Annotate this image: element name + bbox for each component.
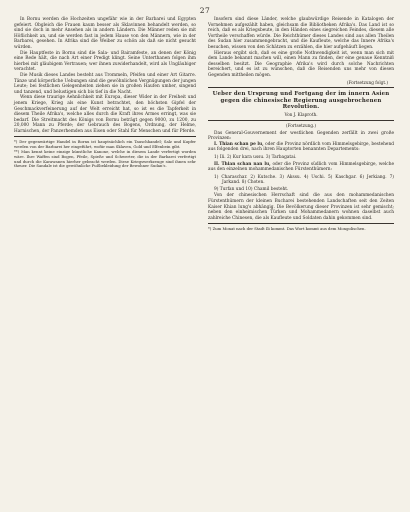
body-paragraph: Die Musik dieses Landes besteht aus Trommeln, Pfeifen und einer Art Gitarre. Tänze und körperliche Uebungen sind die gewöhnlichen Vergnügungen der jungen Leute; bei festlichen Gelegenheiten ziehen sie in großen Haufen umher, singend und tanzend, und belustigen sich bis tief in die Nacht. xyxy=(14,72,196,95)
body-paragraph: In Bornu werden die Hochzeiten ungefähr wie in der Barbarei und Egypten gefeiert. Obgleich die Frauen kaum besser als Sklavinnen behandelt werden, so sind sie doch in mehr Ansehen als in andern Ländern. Die Männer reden sie mit Höflichkeit an, und sie werden fast in jedem Hause von den Männern, wie in der Barbarei, gesehen. In Afrika sind die Weiber zu schön als daß sie nicht gesucht würden. xyxy=(14,17,196,50)
article-divider xyxy=(208,87,394,88)
article-title: Ueber den Ursprung und Fortgang der im innern Asien gegen die chinesische Regierung ausgebrochenen Revolution. xyxy=(212,91,390,110)
right-column xyxy=(208,17,394,232)
article-byline: Von J. Klaproth. xyxy=(284,112,318,118)
footnote: *) Zum Monat nach der Stadt Ili kommt. Das Wort kommt aus dem Mongolischen. xyxy=(208,226,366,232)
article-divider xyxy=(208,120,394,121)
article-continuation: (Fortsetzung.) xyxy=(285,122,317,128)
body-paragraph: Insofern sind diese Länder, welche glaubwürdige Reisende in Katalogen der Vornehmen aufgezählt haben, gleichsam die Bibliotheken Afrika's. Das Land ist so reich, daß es als Kriegsbeute, in den Händen eines siegreichen Feindes, diesem alle Vortheile verschaffen würde. Die Reichthümer dieses Landes sind aus allen Theilen des Sudan hier zusammengebracht, und die Kaufleute, welche das Innere Afrika's besuchen, wissen von den Schätzen zu erzählen, die hier aufgehäuft liegen. xyxy=(208,17,394,50)
department-list xyxy=(208,155,394,161)
body-paragraph: Wenn diese traurige Aehnlichkeit mit Europa, dieser Wider in der Freiheit und jenem Kriege, Krieg als eine Kunst betrachtet, den höchsten Gipfel der Geschmackverfeinerung auf der Welt erreicht hat, so ist es die Tapferkeit in diesem Theile Afrika's, welche alles durch die Kraft ihres Armes erringt, was sie bedarf. Die Streitmacht des Königs von Bornu beträgt gegen 9000, zu 1200, zu 20,000 Mann zu Pferde; der Gebrauch des Bogens, Ordnung, der Helme, Harnischen, der Panzerhemden aus Eisen oder Stahl für Menschen und für Pferde. xyxy=(14,95,196,134)
page-number: 27 xyxy=(199,6,211,15)
intro-paragraph: Das General-Gouvernement der westlichen Gegenden zerfällt in zwei große Provinzen: xyxy=(208,130,394,142)
section-heading: II. Thian schan nan lu, xyxy=(214,161,271,167)
list-item: 9) Turfan und 10) Chamil besteht. xyxy=(214,186,289,192)
left-column xyxy=(14,17,196,169)
continued-note: (Fortsetzung folgt.) xyxy=(346,79,388,85)
list-item: 1) Ili. 2) Kur kara ussu. 3) Tarbagatai. xyxy=(214,154,297,160)
section-text: oder die Provinz südlich vom Himmelsgebirge, welche aus den einzelnen mohammedanischen Fürstenthümern: xyxy=(208,161,395,173)
province-section xyxy=(208,142,394,161)
province-section xyxy=(208,162,394,193)
list-item: 1) Charaschar. 2) Kutsche. 3) Akssu. 4) Uschi. 5) Kaschgar. 6) Jerkiang. 7) Jarkand. 8) Choten. xyxy=(214,174,394,186)
footnote-divider xyxy=(208,223,394,224)
body-paragraph: Die Hauptfeste in Bornu sind die Sala- und Bairamfeste, an denen der König eine Rede hält, die nach Art einer Predigt klingt. Seine Unterthanen folgen ihm hierbei mit gläubigem Vertrauen; wer ihnen zuwiderhandelt, wird als Ungläubiger verachtet. xyxy=(14,50,196,73)
department-list xyxy=(208,175,394,193)
section-text: oder die Provinz nördlich vom Himmelsgebirge, bestehend aus folgenden drei, nach ihren Hauptorten benannten Departements: xyxy=(208,141,394,153)
footnote: *) Der gegenwärtige Handel in Bornu ist hauptsächlich ein Tauschhandel; Salz und Kupfer werden von der Barbarei her eingeführt, wofür man Sklaven, Gold und Elfenbein gibt. xyxy=(14,139,196,150)
body-paragraph: Von der chinesischen Herrschaft sind die aus den mohammedanischen Fürstenthümern der kleinen Bucharei bestehenden Landschaften seit den Zeiten Kaiser Khian lung's abhängig. Die Bevölkerung dieser Provinzen ist sehr gemischt; neben den einheimischen Türken und Mohammedanern wohnen daselbst auch zahlreiche Chinesen, die als Kaufleute und Soldaten dahin gekommen sind. xyxy=(208,193,394,221)
section-heading: I. Thian schan pe lu, xyxy=(214,141,264,147)
footnote: **) Man kennt keine einzige künstliche Kanone, welche in diesem Lande verfertigt worden wäre. Ihre Waffen sind Bogen, Pfeile, Spieße und Schwerter, die in der Barbarei verfertigt und durch die Karawanen hierher gebracht werden. Diese Kriegswerkzeuge sind ihnen sehr theuer. Die Sandale ist die gewöhnliche Fußbekleidung der Bewohner Sudan's. xyxy=(14,149,196,169)
footnote-divider xyxy=(14,136,196,137)
body-paragraph: Hieraus ergibt sich, daß es eine große Nothwendigkeit ist, wenn man sich mit dem Lande bekannt machen will, einen Mann zu finden, der eine genaue Kenntniß desselben besitzt. Die Geographie Afrika's wird durch solche Nachrichten bereichert, und es ist zu wünschen, daß die Reisenden uns mehr von diesen Gegenden mittheilen mögen. xyxy=(208,50,394,78)
